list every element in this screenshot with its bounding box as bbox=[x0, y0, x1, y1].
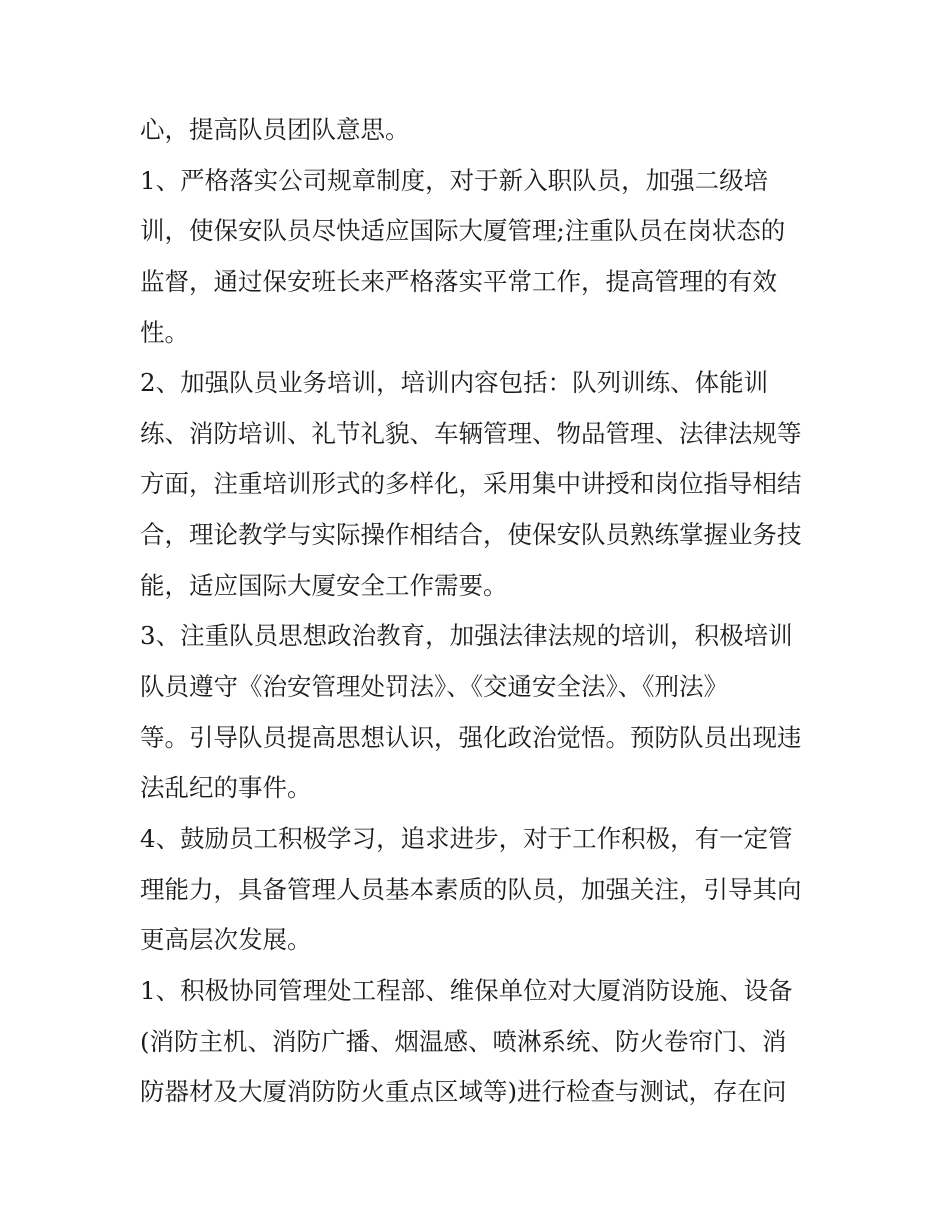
text-line: 队员遵守《治安管理处罚法》、《交通安全法》、《刑法》 bbox=[140, 672, 728, 701]
text-line: 性。 bbox=[140, 318, 189, 347]
text-line: 法乱纪的事件。 bbox=[140, 773, 312, 802]
text-line: (消防主机、消防广播、烟温感、喷淋系统、防火卷帘门、消 bbox=[140, 1027, 787, 1056]
text-line: 训，使保安队员尽快适应国际大厦管理;注重队员在岗状态的 bbox=[140, 216, 786, 245]
text-line: 等。引导队员提高思想认识，强化政治觉悟。预防队员出现违 bbox=[140, 723, 802, 752]
text-line: 更高层次发展。 bbox=[140, 925, 312, 954]
text-line: 监督，通过保安班长来严格落实平常工作，提高管理的有效 bbox=[140, 267, 777, 296]
text-line: 方面，注重培训形式的多样化，采用集中讲授和岗位指导相结 bbox=[140, 469, 802, 498]
text-line: 3、注重队员思想政治教育，加强法律法规的培训，积极培训 bbox=[140, 621, 793, 650]
text-line: 1、严格落实公司规章制度，对于新入职队员，加强二级培 bbox=[140, 166, 769, 195]
text-line: 心，提高队员团队意思。 bbox=[140, 115, 410, 144]
text-line: 理能力，具备管理人员基本素质的队员，加强关注，引导其向 bbox=[140, 875, 802, 904]
text-line: 能，适应国际大厦安全工作需要。 bbox=[140, 571, 508, 600]
text-line: 4、鼓励员工积极学习，追求进步，对于工作积极，有一定管 bbox=[140, 824, 793, 853]
text-line: 练、消防培训、礼节礼貌、车辆管理、物品管理、法律法规等 bbox=[140, 419, 802, 448]
text-line: 防器材及大厦消防防火重点区域等)进行检查与测试，存在问 bbox=[140, 1077, 787, 1106]
text-line: 1、积极协同管理处工程部、维保单位对大厦消防设施、设备 bbox=[140, 976, 793, 1005]
text-line: 2、加强队员业务培训，培训内容包括：队列训练、体能训 bbox=[140, 368, 769, 397]
text-line: 合，理论教学与实际操作相结合，使保安队员熟练掌握业务技 bbox=[140, 520, 802, 549]
